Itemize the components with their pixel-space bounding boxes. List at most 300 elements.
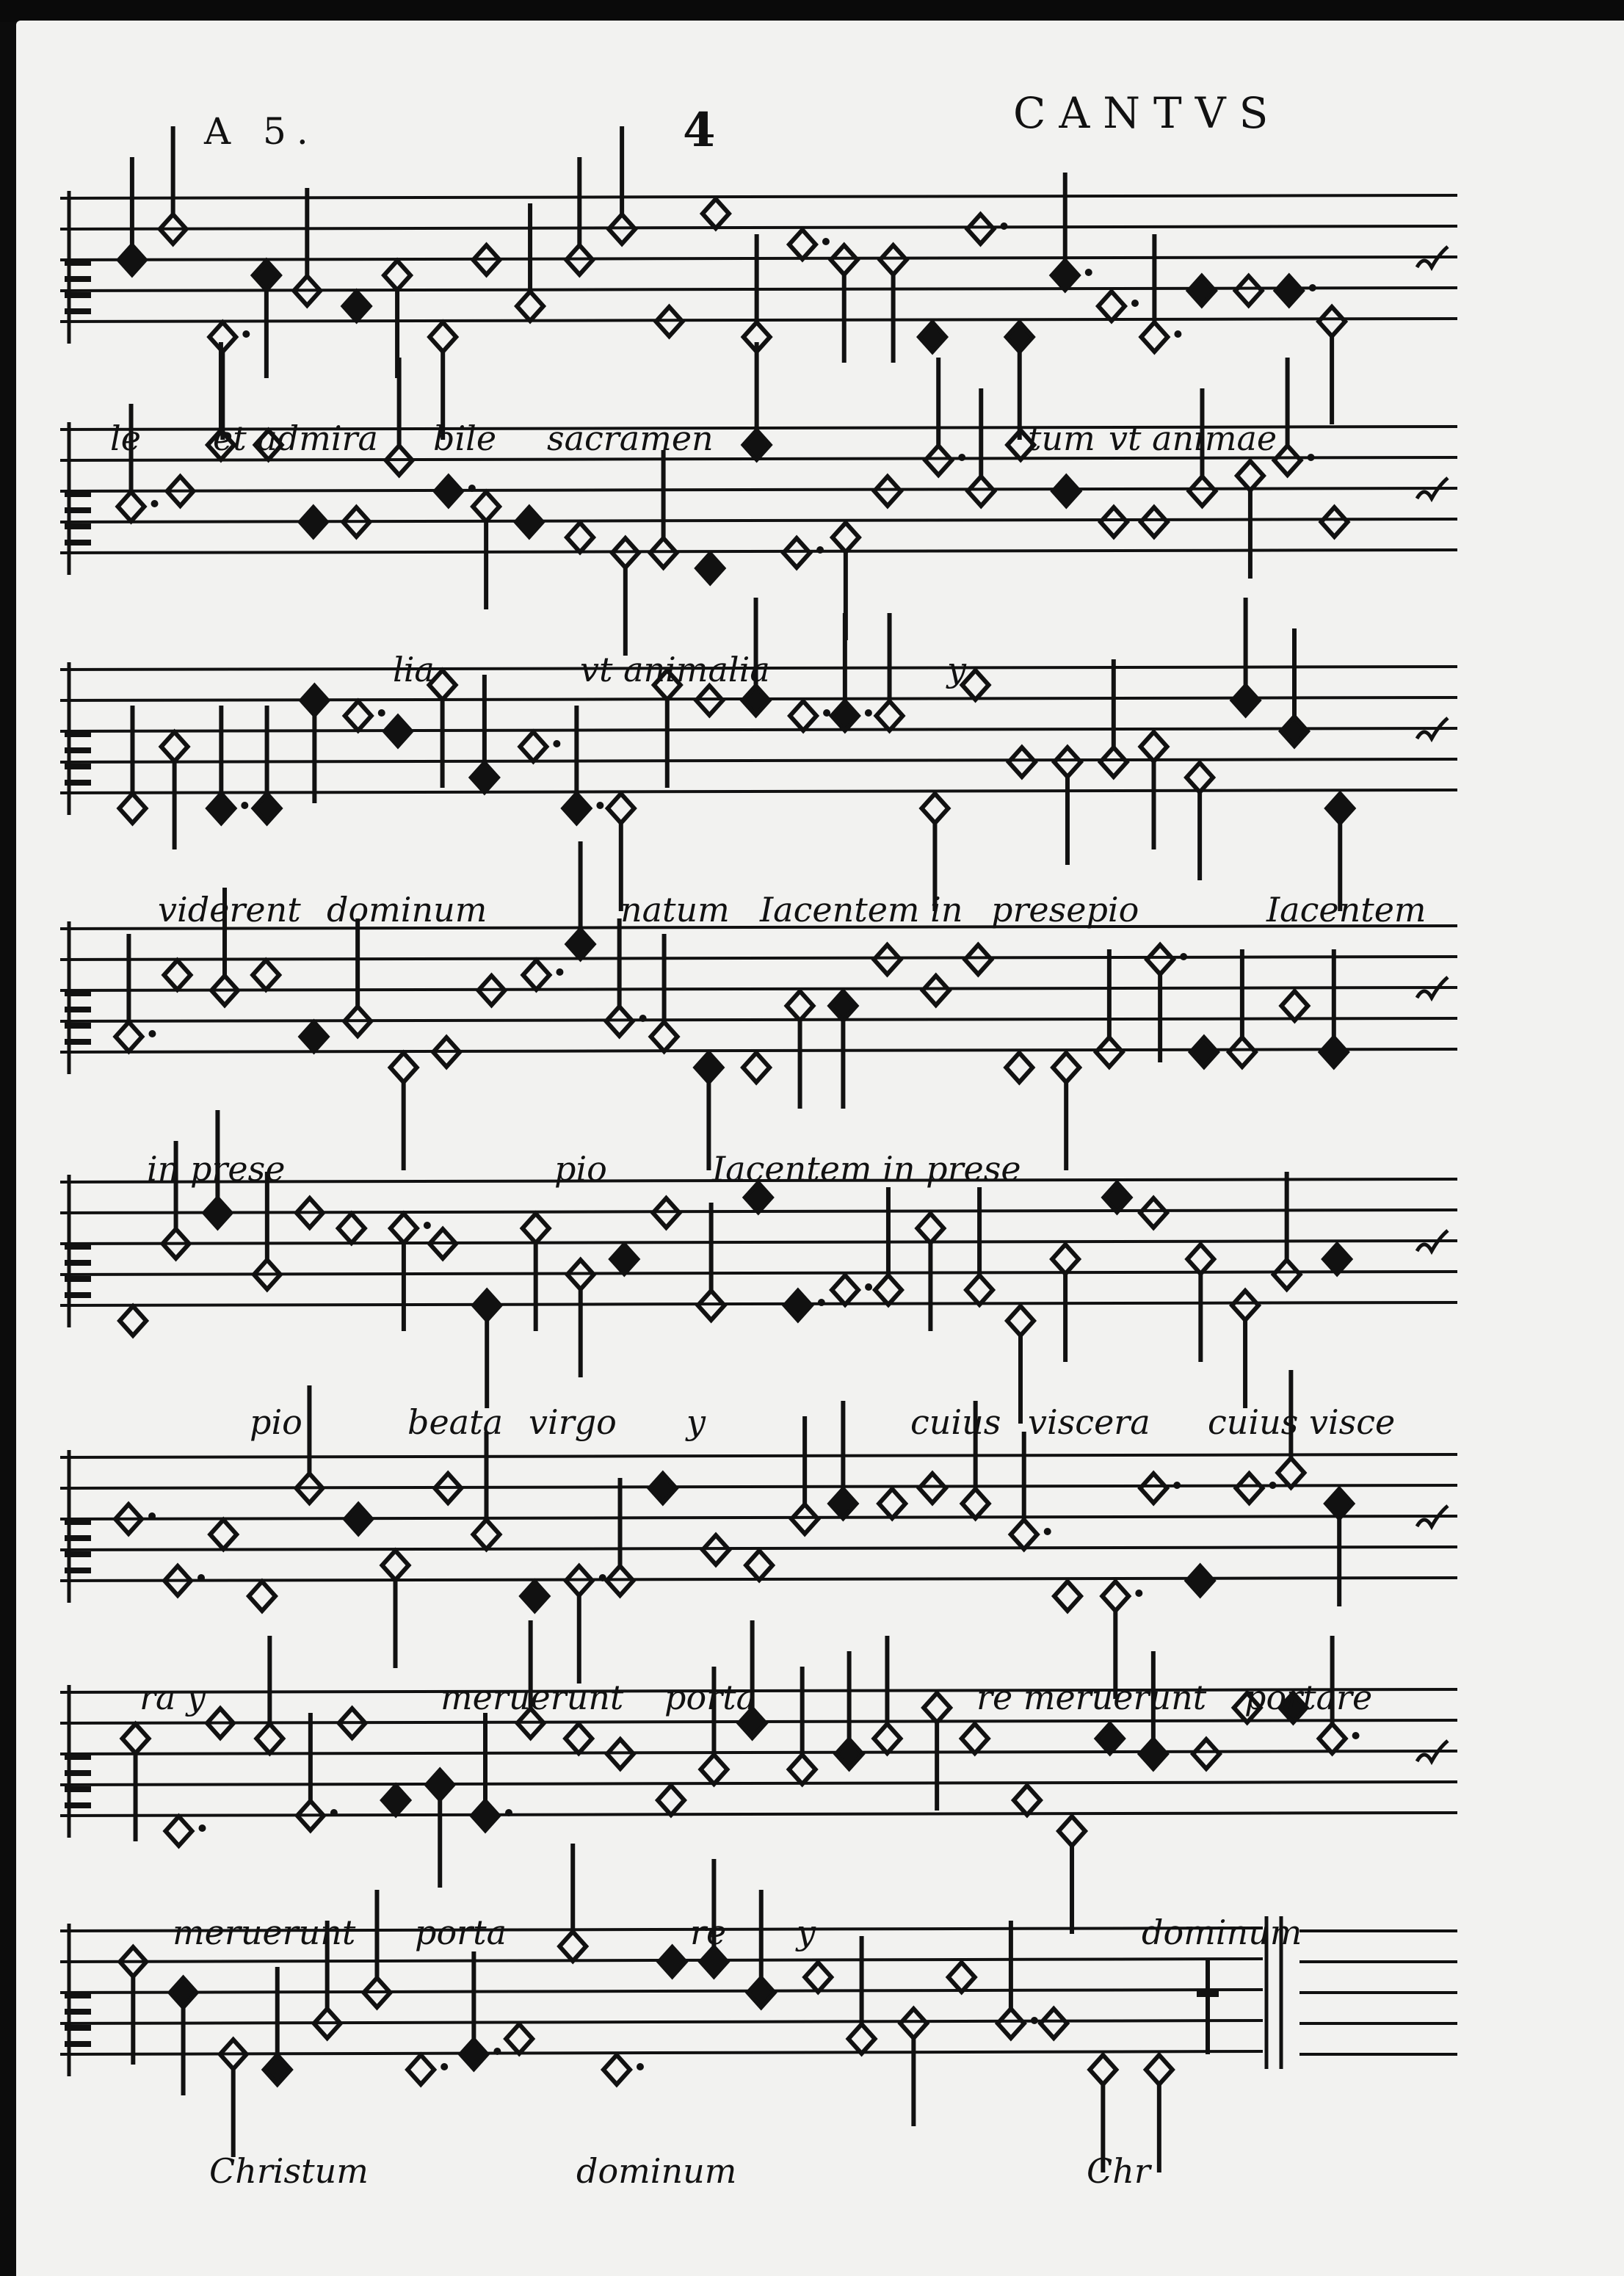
clef-bar xyxy=(65,308,91,314)
note-icon xyxy=(789,230,830,259)
note-icon xyxy=(612,538,639,656)
dot-icon xyxy=(1031,2017,1038,2024)
note-icon xyxy=(517,203,543,321)
note-icon xyxy=(119,157,145,275)
clef-bar xyxy=(65,1519,91,1525)
clef-bar xyxy=(65,1535,91,1541)
note-head xyxy=(210,1520,236,1549)
note-head xyxy=(965,945,991,974)
note-icon xyxy=(120,1947,146,2065)
clef-bar xyxy=(65,2025,91,2031)
note-head xyxy=(875,1275,902,1305)
lyric-syllable: Chr xyxy=(1087,2151,1150,2191)
note-icon xyxy=(1053,476,1079,506)
note-icon xyxy=(1054,1581,1081,1611)
note-icon xyxy=(523,960,563,990)
note-head xyxy=(565,1724,592,1753)
note-icon xyxy=(301,686,327,803)
note-head xyxy=(785,1291,811,1320)
dot-icon xyxy=(441,2063,448,2070)
note-head xyxy=(966,1275,993,1305)
dot-icon xyxy=(1135,1590,1142,1597)
note-head xyxy=(523,960,549,990)
clef-bar xyxy=(65,1786,91,1792)
note-icon xyxy=(874,476,901,506)
note-icon xyxy=(785,1291,825,1320)
clef-bar xyxy=(65,731,91,737)
note-icon xyxy=(1059,1816,1085,1934)
note-icon xyxy=(603,2055,644,2084)
note-head xyxy=(345,701,371,731)
lyric-syllable: cuius xyxy=(910,1402,1001,1442)
note-head xyxy=(473,492,499,521)
note-head xyxy=(1141,732,1167,761)
note-icon xyxy=(568,841,594,959)
note-head xyxy=(1326,1489,1352,1518)
note-head xyxy=(1321,1037,1347,1067)
lyric-syllable: meruerunt xyxy=(173,1913,356,1952)
note-head xyxy=(338,1214,365,1243)
note-icon xyxy=(115,934,156,1051)
note-head xyxy=(256,1724,283,1753)
note-head xyxy=(697,554,723,583)
note-head xyxy=(407,2055,434,2084)
note-head xyxy=(170,1978,197,2007)
dot-icon xyxy=(865,1283,872,1291)
note-head xyxy=(1277,1458,1304,1487)
note-icon xyxy=(1189,276,1215,305)
note-icon xyxy=(874,1636,900,1753)
note-icon xyxy=(474,1291,500,1408)
clef-bar xyxy=(65,1568,91,1573)
note-icon xyxy=(1186,763,1213,880)
dot-icon xyxy=(958,454,965,461)
note-icon xyxy=(264,1967,291,2084)
note-icon xyxy=(879,1489,905,1518)
note-head xyxy=(523,1214,549,1243)
note-icon xyxy=(836,1651,863,1769)
clef-bar xyxy=(65,276,91,282)
note-icon xyxy=(1011,1432,1051,1549)
note-icon xyxy=(1281,991,1308,1021)
note-head xyxy=(651,1022,678,1051)
note-icon xyxy=(253,261,280,378)
note-head xyxy=(1327,794,1353,823)
note-icon xyxy=(1140,1198,1167,1228)
note-head xyxy=(833,523,859,552)
note-icon xyxy=(790,701,830,731)
note-icon xyxy=(567,523,593,552)
staff-line xyxy=(60,957,1457,960)
note-head xyxy=(1322,507,1348,537)
note-head xyxy=(1009,747,1035,777)
note-icon xyxy=(611,1244,637,1274)
note-head xyxy=(162,732,188,761)
note-icon xyxy=(344,291,370,321)
staff-line xyxy=(60,1990,1263,1993)
page-number: 4 xyxy=(683,103,716,158)
note-icon xyxy=(521,1581,548,1611)
dot-icon xyxy=(639,1015,647,1022)
lyric-syllable: y xyxy=(947,650,966,689)
lyric-syllable: bile xyxy=(433,418,497,458)
note-head xyxy=(1006,1053,1032,1082)
note-head xyxy=(1007,1306,1034,1335)
clef-bar xyxy=(65,1770,91,1776)
note-head xyxy=(383,1786,409,1815)
lyric-syllable: porta xyxy=(415,1913,507,1952)
staff-line xyxy=(60,1241,1457,1244)
note-icon xyxy=(123,1724,149,1841)
note-icon xyxy=(875,1187,902,1305)
lyric-syllable: meruerunt xyxy=(441,1678,624,1717)
note-head xyxy=(385,717,411,746)
note-head xyxy=(1191,1037,1217,1067)
note-icon xyxy=(1147,945,1187,1062)
note-icon xyxy=(120,1306,146,1335)
note-head xyxy=(608,794,634,823)
note-icon xyxy=(832,1275,872,1305)
staff-line xyxy=(60,790,1457,793)
lyric-syllable: lia xyxy=(393,650,435,689)
voice-part-title: CANTVS xyxy=(1013,88,1282,138)
note-head xyxy=(1236,1474,1263,1503)
note-icon xyxy=(427,1770,453,1888)
staff-line xyxy=(60,759,1457,762)
note-icon xyxy=(254,706,280,823)
note-icon xyxy=(900,2009,927,2126)
dot-icon xyxy=(505,1809,512,1816)
dot-icon xyxy=(816,546,824,554)
note-icon xyxy=(746,1551,772,1580)
dot-icon xyxy=(148,1030,156,1037)
note-head xyxy=(123,1724,149,1753)
dot-icon xyxy=(822,238,830,245)
note-head xyxy=(790,701,816,731)
note-head xyxy=(1053,1053,1079,1082)
note-icon xyxy=(1141,234,1181,352)
dot-icon xyxy=(242,330,250,338)
lyric-syllable: natum xyxy=(620,890,730,929)
staff-line xyxy=(60,226,1457,229)
note-icon xyxy=(919,322,946,352)
dot-icon xyxy=(1131,300,1139,307)
note-head xyxy=(427,1770,453,1800)
note-icon xyxy=(294,188,320,305)
lyric-syllable: Iacentem in prese xyxy=(712,1149,1021,1189)
note-head xyxy=(1007,322,1033,352)
note-head xyxy=(1189,276,1215,305)
dot-icon xyxy=(553,740,560,747)
note-head xyxy=(1011,1520,1037,1549)
dot-icon xyxy=(1352,1732,1360,1739)
clef-bar xyxy=(65,764,91,769)
note-head xyxy=(919,1474,946,1503)
note-head xyxy=(1229,1037,1255,1067)
dot-icon xyxy=(378,709,385,717)
note-head xyxy=(115,1022,142,1051)
note-head xyxy=(650,1474,676,1503)
note-head xyxy=(968,476,994,506)
note-icon xyxy=(805,1962,831,1992)
note-head xyxy=(384,261,410,290)
note-head xyxy=(919,322,946,352)
clef-bar xyxy=(65,292,91,298)
note-head xyxy=(962,1724,988,1753)
note-icon xyxy=(1052,173,1092,290)
staff-line xyxy=(60,1516,1457,1519)
note-head xyxy=(603,2055,630,2084)
note-head xyxy=(1146,2055,1172,2084)
note-icon xyxy=(568,1260,594,1377)
note-icon xyxy=(849,1936,875,2054)
note-head xyxy=(743,1053,769,1082)
note-icon xyxy=(344,918,371,1036)
note-head xyxy=(471,763,498,792)
note-icon xyxy=(962,1724,988,1753)
staff-line xyxy=(60,2051,1263,2054)
note-head xyxy=(748,1978,775,2007)
dot-icon xyxy=(1174,330,1181,338)
dot-icon xyxy=(637,2063,644,2070)
staff-line xyxy=(60,1782,1457,1785)
note-icon xyxy=(300,507,327,537)
note-head xyxy=(253,261,280,290)
note-icon xyxy=(160,126,186,244)
lyric-syllable: tum xyxy=(1028,418,1095,458)
note-icon xyxy=(471,675,498,792)
note-head xyxy=(1275,446,1301,475)
lyric-syllable: Iacentem in xyxy=(760,890,963,929)
clef-bar xyxy=(65,1276,91,1282)
note-head xyxy=(849,2024,875,2054)
lyric-syllable: y xyxy=(797,1913,816,1952)
staff xyxy=(60,921,1457,1074)
note-head xyxy=(472,1801,499,1830)
note-icon xyxy=(831,245,858,363)
note-head xyxy=(429,322,456,352)
note-head xyxy=(567,523,593,552)
note-icon xyxy=(256,1636,283,1753)
note-head xyxy=(1147,945,1173,974)
clef-bar xyxy=(65,990,91,996)
note-icon xyxy=(506,2024,532,2054)
note-head xyxy=(874,476,901,506)
note-icon xyxy=(697,554,723,583)
note-head xyxy=(789,230,816,259)
note-icon xyxy=(345,701,385,731)
note-head xyxy=(300,507,327,537)
note-icon xyxy=(383,1786,409,1815)
note-head xyxy=(963,1489,989,1518)
note-head xyxy=(967,214,993,244)
note-head xyxy=(474,1291,500,1320)
note-icon xyxy=(949,1962,975,1992)
note-head xyxy=(1101,747,1127,777)
lyric-syllable: vt animalia xyxy=(580,650,770,689)
note-head xyxy=(1054,747,1081,777)
dot-icon xyxy=(556,968,563,976)
clef-bar xyxy=(65,260,91,266)
lyric-syllable: viscera xyxy=(1028,1402,1150,1442)
note-icon xyxy=(965,945,991,974)
note-head xyxy=(659,1947,686,1976)
note-head xyxy=(921,794,948,823)
note-icon xyxy=(607,1478,634,1595)
note-icon xyxy=(1140,1474,1181,1503)
note-head xyxy=(879,1489,905,1518)
note-icon xyxy=(1103,1183,1130,1212)
lyric-syllable: ra y xyxy=(139,1678,206,1717)
note-head xyxy=(1193,1739,1219,1769)
lyric-syllable: re meruerunt xyxy=(976,1678,1207,1717)
dot-icon xyxy=(148,1512,156,1520)
clef-bar xyxy=(65,1039,91,1045)
note-head xyxy=(700,1755,727,1784)
note-head xyxy=(1102,1581,1128,1611)
note-icon xyxy=(516,507,543,537)
note-icon xyxy=(650,1474,676,1503)
note-head xyxy=(1140,1474,1167,1503)
dot-icon xyxy=(596,802,603,809)
clef-bar xyxy=(65,491,91,497)
note-icon xyxy=(254,1172,280,1289)
note-head xyxy=(831,245,858,275)
note-head xyxy=(1096,1037,1123,1067)
note-head xyxy=(249,1581,275,1611)
note-head xyxy=(1236,276,1262,305)
note-head xyxy=(900,2009,927,2038)
dot-icon xyxy=(198,1824,206,1832)
note-head xyxy=(568,929,594,959)
note-icon xyxy=(1276,276,1316,305)
lyric-syllable: dominum xyxy=(576,2151,737,2191)
note-icon xyxy=(253,960,279,990)
note-head xyxy=(391,1214,417,1243)
note-head xyxy=(1040,2009,1067,2038)
lyric-syllable: beata xyxy=(407,1402,504,1442)
note-icon xyxy=(658,1786,684,1815)
note-icon xyxy=(789,1667,816,1784)
note-icon xyxy=(1233,598,1259,715)
lyric-syllable: cuius visce xyxy=(1208,1402,1396,1442)
note-head xyxy=(391,1053,417,1082)
note-head xyxy=(1187,1566,1214,1595)
note-head xyxy=(880,245,907,275)
note-icon xyxy=(338,1214,365,1243)
note-icon xyxy=(1097,1724,1123,1753)
note-head xyxy=(746,1551,772,1580)
note-icon xyxy=(249,1581,275,1611)
note-head xyxy=(791,1504,818,1534)
note-head xyxy=(923,976,949,1005)
note-icon xyxy=(1191,1037,1217,1067)
note-head xyxy=(1237,461,1264,490)
note-head xyxy=(253,960,279,990)
note-icon xyxy=(1006,1053,1032,1082)
clef-bar xyxy=(65,1007,91,1012)
note-icon xyxy=(566,157,592,275)
note-head xyxy=(703,199,729,228)
note-icon xyxy=(472,1713,512,1830)
note-head xyxy=(1281,991,1308,1021)
dot-icon xyxy=(1269,1482,1277,1489)
clef-bar xyxy=(65,507,91,513)
note-icon xyxy=(609,126,635,244)
note-icon xyxy=(698,1203,725,1320)
note-icon xyxy=(210,1520,236,1549)
clef-bar xyxy=(65,1754,91,1760)
note-head xyxy=(1053,476,1079,506)
lyric-syllable: pio xyxy=(250,1402,302,1442)
note-head xyxy=(917,1214,943,1243)
note-head xyxy=(118,492,145,521)
note-icon xyxy=(1101,507,1127,537)
note-icon xyxy=(1281,628,1308,746)
lyric-syllable: re xyxy=(690,1913,727,1952)
clef-bar xyxy=(65,1023,91,1029)
note-icon xyxy=(1319,307,1345,424)
note-icon xyxy=(1193,1739,1219,1769)
note-icon xyxy=(297,1713,338,1830)
lyric-syllable: presepio xyxy=(991,890,1139,929)
note-icon xyxy=(1014,1786,1040,1815)
lyric-syllable: portare xyxy=(1244,1678,1373,1717)
note-head xyxy=(1014,1786,1040,1815)
clef-bar xyxy=(65,780,91,786)
note-icon xyxy=(743,1053,769,1082)
note-icon xyxy=(170,1978,197,2095)
note-icon xyxy=(386,358,413,475)
note-icon xyxy=(832,613,872,731)
note-head xyxy=(1141,322,1167,352)
staff-line xyxy=(60,519,1457,522)
note-head xyxy=(1276,276,1302,305)
note-icon xyxy=(566,1566,606,1684)
staff-line xyxy=(60,1018,1457,1021)
lyric-syllable: virgo xyxy=(529,1402,617,1442)
note-icon xyxy=(744,234,770,352)
note-head xyxy=(1103,1183,1130,1212)
note-icon xyxy=(923,976,949,1005)
lyric-syllable: in prese xyxy=(147,1149,286,1189)
note-head xyxy=(1098,291,1125,321)
clef-bar xyxy=(65,747,91,753)
note-head xyxy=(695,1053,722,1082)
note-head xyxy=(344,291,370,321)
note-head xyxy=(164,960,190,990)
note-icon xyxy=(473,1432,499,1549)
note-icon xyxy=(1236,276,1262,305)
note-head xyxy=(516,507,543,537)
note-head xyxy=(925,446,951,475)
note-head xyxy=(1090,2055,1116,2084)
dot-icon xyxy=(818,1299,825,1306)
note-icon xyxy=(391,1053,417,1170)
note-head xyxy=(506,2024,532,2054)
lyric-syllable: dominum xyxy=(327,890,487,929)
note-icon xyxy=(703,199,729,228)
note-head xyxy=(521,1581,548,1611)
note-head xyxy=(874,1724,900,1753)
dot-icon xyxy=(424,1222,431,1229)
note-head xyxy=(301,686,327,715)
note-icon xyxy=(830,1401,856,1518)
note-icon xyxy=(119,706,145,823)
note-icon xyxy=(565,1724,592,1753)
staff-line xyxy=(60,1049,1457,1052)
note-head xyxy=(1319,1724,1346,1753)
